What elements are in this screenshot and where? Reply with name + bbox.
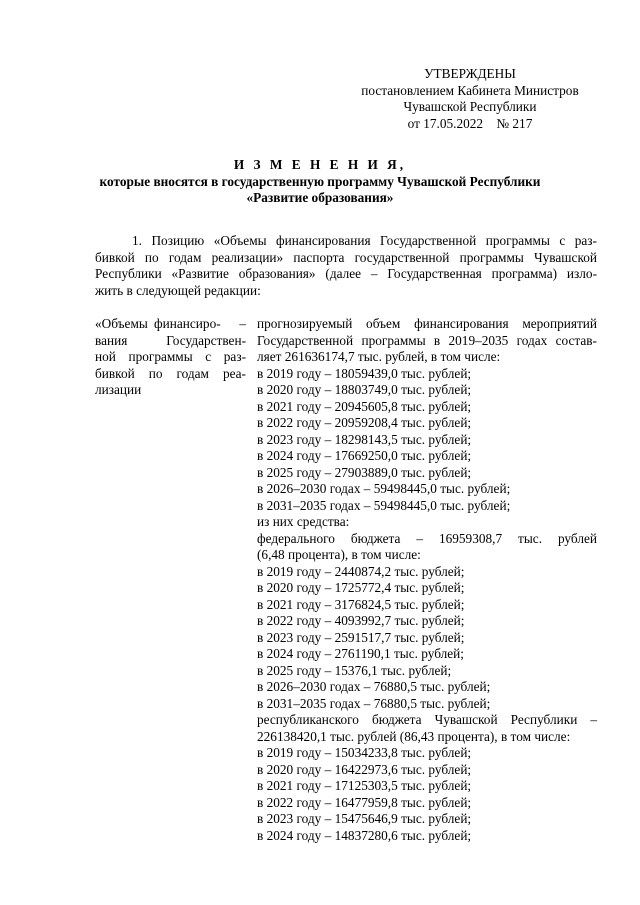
federal-budget-line: (6,48 процента), в том числе: — [257, 547, 421, 562]
intro-line: бивкой по годам реализации» паспорта государственной программы Чувашской — [95, 249, 597, 265]
federal-year-item: в 2019 году – 2440874,2 тыс. рублей; — [257, 563, 465, 579]
funding-sources-label: из них средства: — [257, 514, 350, 529]
federal-year-item: в 2023 году – 2591517,7 тыс. рублей; — [257, 629, 465, 645]
intro-line: Республики «Развитие образования» (далее – Государственная программа) изло- — [95, 266, 597, 281]
intro-line: 1. Позицию «Объемы финансирования Государственной программы с раз- — [132, 233, 597, 248]
total-year-item: в 2031–2035 годах – 59498445,0 тыс. рублей; — [257, 497, 511, 513]
republic-year-item: в 2024 году – 14837280,6 тыс. рублей; — [257, 827, 472, 843]
title-subtitle-line-2: «Развитие образования» — [246, 190, 394, 205]
position-label-line: ной программы с раз- — [95, 349, 246, 364]
position-label-line: вания Государствен- — [95, 332, 246, 348]
intro-paragraph — [95, 233, 597, 299]
total-year-item: в 2024 году – 17669250,0 тыс. рублей; — [257, 448, 472, 463]
financing-intro-line: Государственной программы в 2019–2035 годах состав- — [257, 332, 597, 348]
total-year-item: в 2026–2030 годах – 59498445,0 тыс. рублей; — [257, 481, 511, 496]
republic-year-item: в 2019 году – 15034233,8 тыс. рублей; — [257, 745, 472, 760]
federal-year-item: в 2026–2030 годах – 76880,5 тыс. рублей; — [257, 679, 491, 694]
republic-year-item: в 2020 году – 16422973,6 тыс. рублей; — [257, 761, 472, 777]
position-label-line: лизации — [95, 382, 142, 397]
approval-title: УТВЕРЖДЕНЫ — [424, 66, 516, 81]
republic-year-item: в 2022 году – 16477959,8 тыс. рублей; — [257, 794, 472, 810]
approval-region: Чувашской Республики — [403, 99, 537, 114]
total-year-item: в 2021 году – 20945605,8 тыс. рублей; — [257, 398, 472, 414]
document-title — [60, 157, 580, 207]
republic-year-item: в 2021 году – 17125303,5 тыс. рублей; — [257, 778, 472, 793]
position-label-line: бивкой по годам реа- — [95, 365, 246, 381]
federal-year-item: в 2021 году – 3176824,5 тыс. рублей; — [257, 596, 465, 612]
republic-budget-line: республиканского бюджета Чувашской Республики – — [257, 712, 597, 727]
total-year-item: в 2023 году – 18298143,5 тыс. рублей; — [257, 431, 472, 447]
financing-intro-line: прогнозируемый объем финансирования мероприятий — [257, 316, 597, 331]
approval-date-number: от 17.05.2022 № 217 — [407, 115, 533, 131]
federal-year-item: в 2025 году – 15376,1 тыс. рублей; — [257, 662, 452, 678]
total-year-item: в 2020 году – 18803749,0 тыс. рублей; — [257, 382, 472, 397]
federal-year-item: в 2024 году – 2761190,1 тыс. рублей; — [257, 646, 464, 661]
total-year-item: в 2019 году – 18059439,0 тыс. рублей; — [257, 365, 472, 381]
approval-authority: постановлением Кабинета Министров — [361, 82, 579, 98]
position-label-line: «Объемы финансиро- – — [95, 316, 246, 331]
position-label-column — [95, 316, 246, 399]
federal-year-item: в 2031–2035 годах – 76880,5 тыс. рублей; — [257, 695, 491, 711]
republic-budget-line: 226138420,1 тыс. рублей (86,43 процента), в том числе: — [257, 728, 571, 744]
federal-budget-line: федерального бюджета – 16959308,7 тыс. рублей — [257, 530, 597, 546]
financing-intro-line: ляет 261636174,7 тыс. рублей, в том числе: — [257, 349, 501, 364]
total-year-item: в 2022 году – 20959208,4 тыс. рублей; — [257, 415, 472, 430]
title-subtitle-line-1: которые вносятся в государственную программу Чувашской Республики — [99, 173, 541, 189]
approval-stamp — [320, 66, 620, 132]
intro-line: жить в следующей редакции: — [95, 282, 261, 298]
total-year-item: в 2025 году – 27903889,0 тыс. рублей; — [257, 464, 472, 480]
financing-details-column — [257, 316, 597, 844]
title-heading: И З М Е Н Е Н И Я, — [233, 157, 407, 172]
federal-year-item: в 2022 году – 4093992,7 тыс. рублей; — [257, 613, 465, 628]
republic-year-item: в 2023 году – 15475646,9 тыс. рублей; — [257, 811, 472, 826]
federal-year-item: в 2020 году – 1725772,4 тыс. рублей; — [257, 580, 465, 595]
